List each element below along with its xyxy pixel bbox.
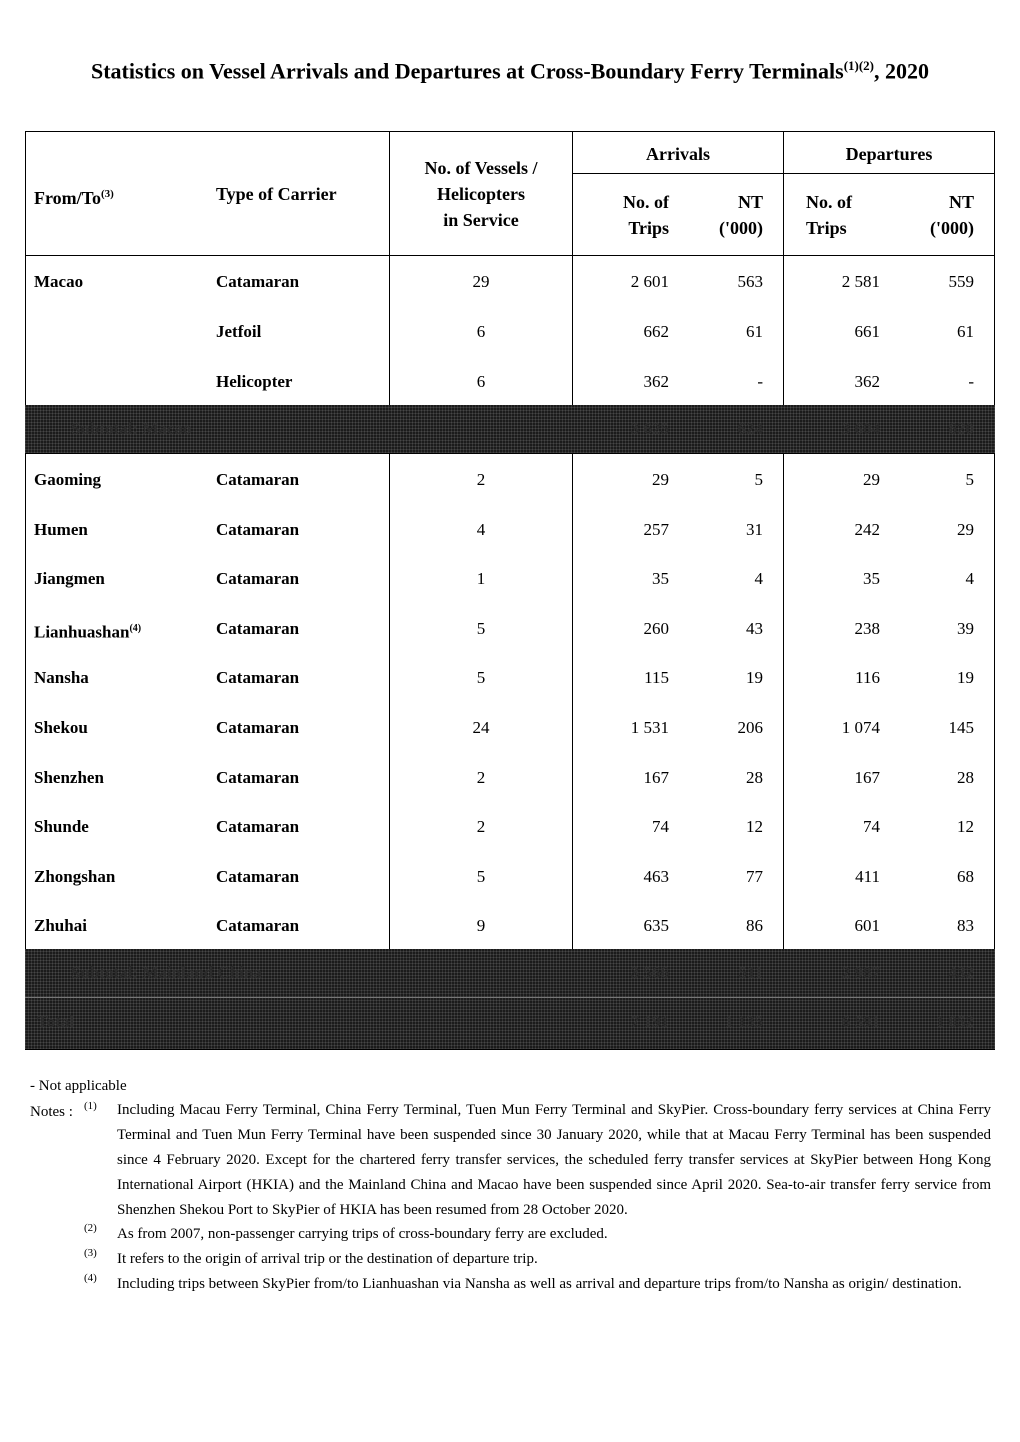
arr-trips-cell: 362 [643,372,669,391]
header-arr-trips: No. of Trips [623,192,669,238]
arr-trips-cell: 662 [643,322,669,341]
header-bottom-rule [25,255,995,256]
carrier-cell: Jetfoil [216,322,262,341]
arr-trips-cell: 115 [644,668,669,688]
carrier-cell: Catamaran [216,272,300,291]
dep-trips-cell: 35 [863,569,880,589]
dep-nt-cell: - [968,372,974,391]
header-departures: Departures [845,144,933,164]
title-footnote-ref: (1)(2) [843,58,875,73]
origin-cell: Nansha [34,668,89,688]
total-arr-nt: 1 135 [724,1012,763,1031]
dep-nt-cell: 12 [957,817,974,837]
dep-nt-cell: 19 [957,668,974,688]
total-top-rule [25,997,995,998]
col-divider-2b [572,453,573,949]
vessels-cell: 9 [476,916,486,936]
notes-label: Notes : [30,1104,73,1120]
subtotal-arr-nt: 511 [738,963,763,982]
subtotal-arr-trips: 3 566 [630,963,669,982]
origin-cell: Shunde [34,817,89,837]
vessels-cell: 5 [476,618,486,638]
vessels-cell: 29 [472,272,490,291]
dep-trips-cell: 411 [855,866,880,886]
dep-trips-cell: 29 [863,470,880,489]
col-divider-3 [783,131,784,405]
origin-cell: Zhongshan [34,866,116,886]
dep-trips-cell: 661 [854,322,880,341]
arr-trips-cell: 1 531 [630,718,669,737]
note-mark: (4) [84,1272,97,1284]
header-dep-trips: No. of Trips [806,192,852,238]
carrier-cell: Catamaran [216,519,300,539]
dep-nt-cell: 145 [948,718,974,737]
carrier-cell: Catamaran [216,470,300,489]
header-arr-nt: NT ('000) [719,192,763,238]
page-title [0,58,1020,84]
band-rule [25,453,995,454]
vessels-cell: 6 [476,372,486,391]
carrier-cell: Catamaran [216,817,300,837]
table-bottom-border [25,1049,995,1050]
dep-trips-cell: 167 [854,767,880,787]
subtotal-dep-nt: 620 [948,419,974,438]
origin-cell: Shenzhen [34,767,104,787]
arr-trips-cell: 167 [643,767,669,787]
arr-nt-cell: 563 [737,272,763,291]
dep-trips-cell: 74 [863,817,880,837]
arr-nt-cell: 28 [746,767,763,787]
arr-nt-cell: 4 [754,569,763,589]
header-carrier: Type of Carrier [216,184,337,204]
subtotal-label: Subtotal: Macao [71,419,192,438]
dep-nt-cell: 61 [957,322,974,341]
vessels-cell: 5 [476,668,486,688]
origin-cell: Humen [34,519,88,539]
vessels-cell: 4 [476,519,486,539]
arr-trips-cell: 463 [643,866,669,886]
dep-nt-cell: 39 [957,618,974,638]
subtotal-dep-trips: 3 604 [841,419,880,438]
dep-trips-cell: 1 074 [841,718,880,737]
arr-nt-cell: - [757,372,763,391]
header-from-to: From/To$^{(3)}$ [34,188,114,208]
vessels-cell: 2 [476,817,486,837]
title-text: Statistics on Vessel Arrivals and Departures at Cross-Boundary Ferry Terminals [90,58,844,84]
note-text: As from 2007, non-passenger carrying trips of cross-boundary ferry are excluded. [117,1226,608,1242]
arr-trips-cell: 635 [643,916,669,936]
arr-trips-cell: 2 601 [630,272,669,291]
subtotal-dep-nt: 432 [948,963,974,982]
dep-trips-cell: 362 [854,372,880,391]
origin-cell: Gaoming [34,470,102,489]
subtotal-macao-row [25,405,995,453]
not-applicable-legend: - Not applicable [30,1078,127,1094]
col-divider-3b [783,453,784,949]
note-mark: (3) [84,1247,97,1259]
dep-nt-cell: 4 [965,569,974,589]
title-year: , 2020 [874,58,930,84]
total-dep-trips: 6 591 [841,1012,880,1031]
table-left-border [25,131,26,1050]
dep-trips-cell: 238 [854,618,880,638]
origin-cell: Macao [34,272,84,291]
carrier-cell: Catamaran [216,866,300,886]
col-divider-2 [572,131,573,405]
note-text: Including trips between SkyPier from/to Lianhuashan via Nansha as well as arrival and departure trips from/to Nansha as origin/ destination. [117,1276,962,1292]
carrier-cell: Catamaran [216,618,300,638]
note-mark: (1) [84,1100,97,1112]
arr-trips-cell: 260 [643,618,669,638]
arr-trips-cell: 74 [652,817,669,837]
total-dep-nt: 1 052 [935,1012,974,1031]
carrier-cell: Helicopter [216,372,293,391]
dep-trips-cell: 116 [855,668,880,688]
arr-nt-cell: 12 [746,817,763,837]
carrier-cell: Catamaran [216,718,300,737]
arr-nt-cell: 86 [746,916,763,936]
origin-cell: Shekou [34,718,88,737]
subtotal-arr-trips: 3 625 [630,419,669,438]
carrier-cell: Catamaran [216,569,300,589]
origin-cell: Zhuhai [34,916,87,936]
vessels-cell: 6 [476,322,486,341]
subtotal-dep-trips: 2 987 [841,963,880,982]
note-text: Including Macau Ferry Terminal, China Ferry Terminal, Tuen Mun Ferry Terminal and SkyPier. Cross-boundary ferry services at China Ferry Terminal and Tuen Mun Ferry Terminal have been suspended since 30 January 2020, while that at Macau Ferry Terminal has been suspended since 4 February 2020. Except for the chartered ferry transfer services, the scheduled ferry transfer services at SkyPier between Hong Kong International Airport (HKIA) and the Mainland China and Macao have been suspended since April 2020. Sea-to-air transfer ferry service from Shenzhen Shekou Port to SkyPier of HKIA has been resumed from 28 October 2020. [117,1102,991,1218]
carrier-cell: Catamaran [216,916,300,936]
arr-trips-cell: 29 [652,470,669,489]
total-arr-trips: 7 191 [630,1012,669,1031]
dep-nt-cell: 29 [957,519,974,539]
vessels-cell: 2 [476,767,486,787]
total-label: Total [37,1012,75,1031]
table-top-border [25,131,995,132]
dep-nt-cell: 5 [965,470,974,489]
subtotal-label: Subtotal: Mainland China [71,963,262,982]
carrier-cell: Catamaran [216,668,300,688]
arr-nt-cell: 5 [754,470,763,489]
header-arrivals: Arrivals [646,144,710,164]
vessels-cell: 1 [476,569,486,589]
dep-trips-cell: 601 [854,916,880,936]
origin-cell: Jiangmen [34,569,105,589]
total-row [25,998,995,1049]
dep-nt-cell: 559 [948,272,974,291]
note-text: It refers to the origin of arrival trip or the destination of departure trip. [117,1251,538,1267]
table-right-border [994,131,995,1050]
arr-nt-cell: 43 [746,618,763,638]
carrier-cell: Catamaran [216,767,300,787]
header-vessels: No. of Vessels / Helicopters in Service [424,158,538,230]
arr-trips-cell: 257 [643,519,669,539]
origin-cell: Lianhuashan$^{(4)}$ [34,622,142,642]
subtotal-mainland-row [25,949,995,997]
arr-nt-cell: 206 [737,718,763,737]
arr-nt-cell: 19 [746,668,763,688]
arr-nt-cell: 31 [746,519,763,539]
arr-nt-cell: 61 [746,322,763,341]
header-dep-nt: NT ('000) [930,192,974,238]
subtotal-arr-nt: 624 [737,419,763,438]
statistics-table [25,131,995,1050]
vessels-cell: 5 [476,866,486,886]
note-mark: (2) [84,1222,97,1234]
dep-trips-cell: 2 581 [841,272,880,291]
dep-nt-cell: 68 [957,866,974,886]
arr-nt-cell: 77 [746,866,763,886]
arr-trips-cell: 35 [652,569,669,589]
dep-nt-cell: 28 [957,767,974,787]
vessels-cell: 2 [476,470,486,489]
dep-nt-cell: 83 [957,916,974,936]
vessels-cell: 24 [472,718,490,737]
dep-trips-cell: 242 [854,519,880,539]
